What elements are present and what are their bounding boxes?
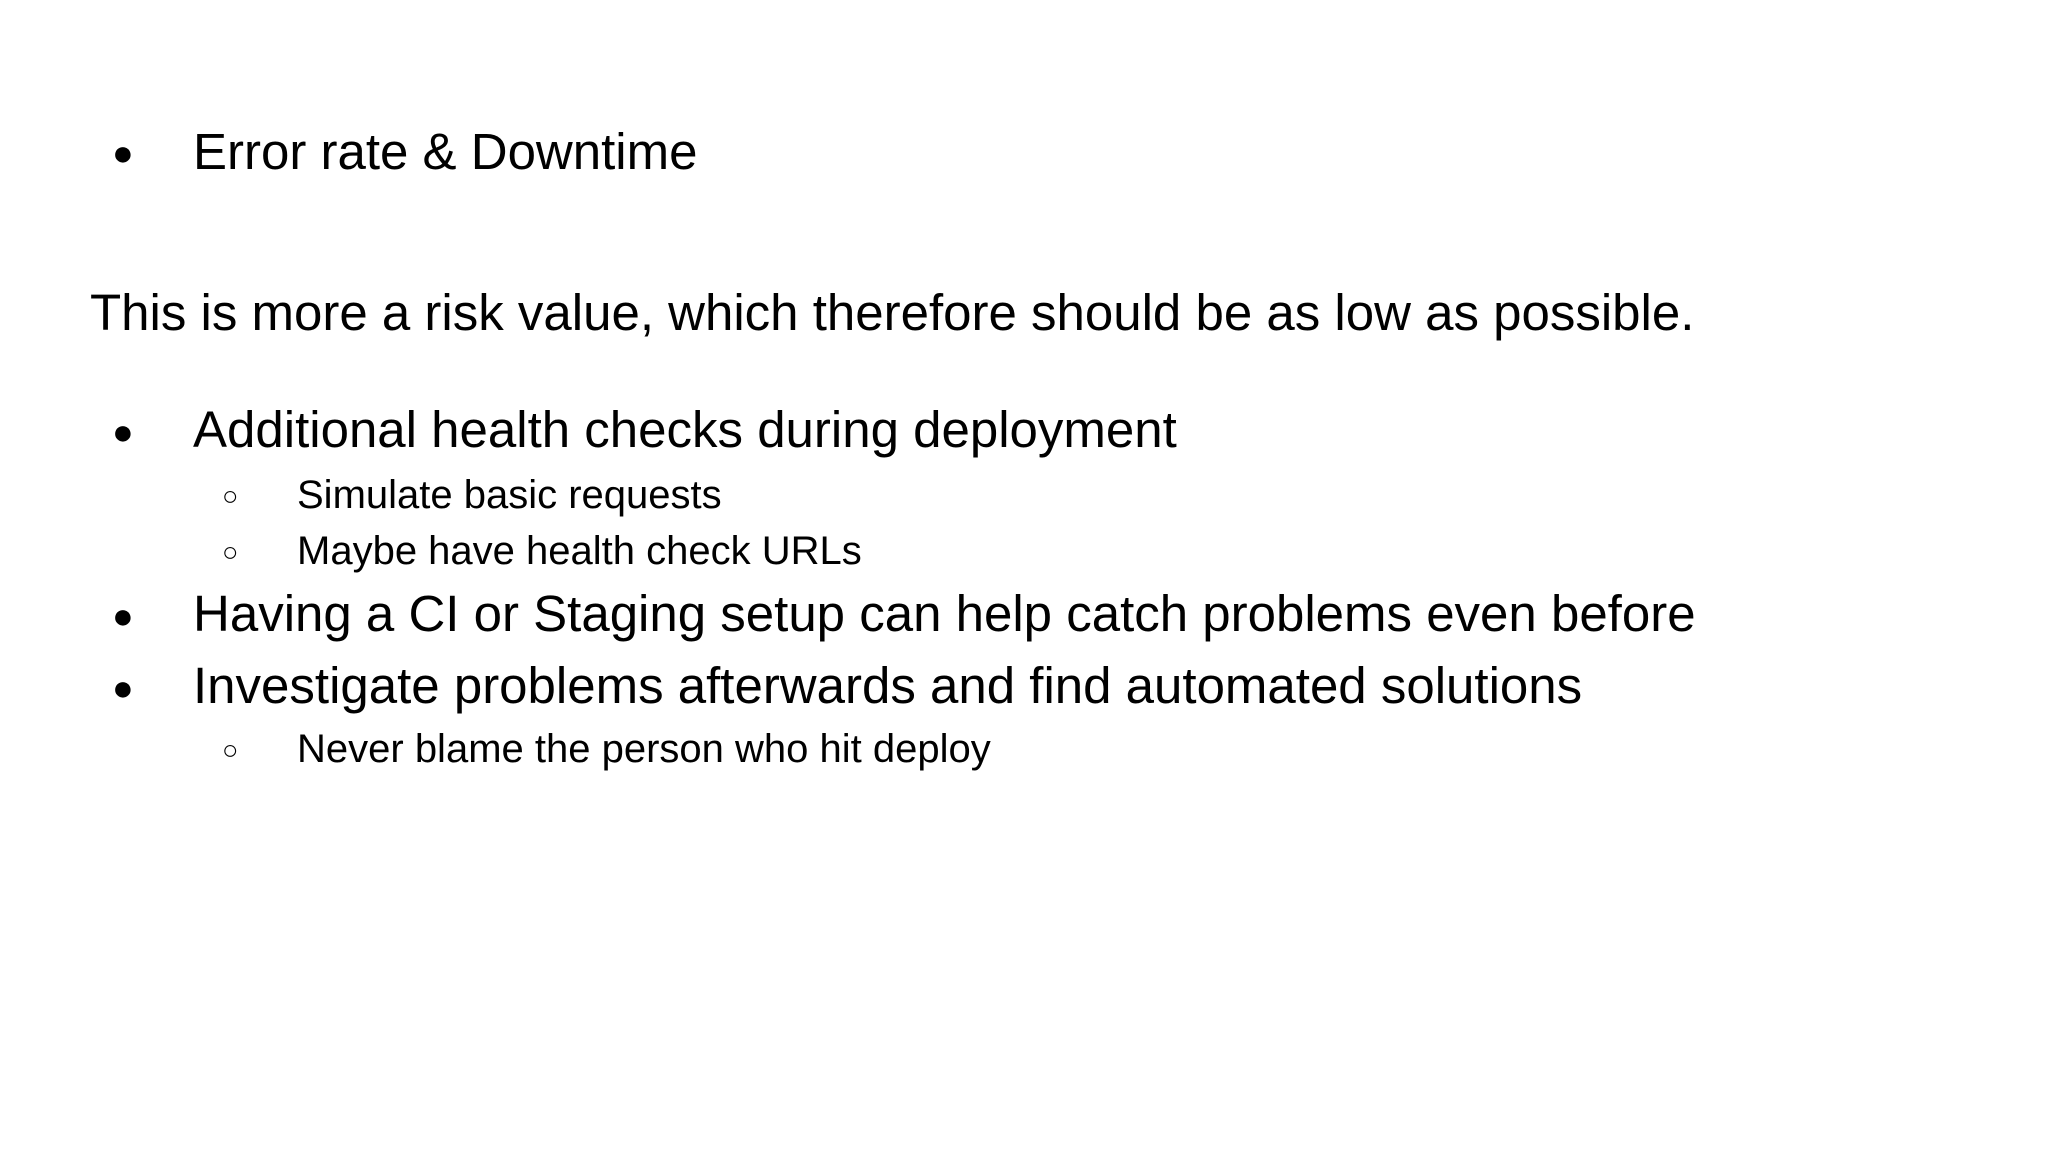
sub-bullet-circle-icon: ○ bbox=[222, 735, 239, 765]
bullet-dot-icon: ● bbox=[112, 132, 134, 173]
bullet-dot-icon: ● bbox=[112, 667, 134, 708]
risk-paragraph: This is more a risk value, which therefore should be as low as possible. bbox=[90, 284, 1695, 341]
sub-bullet-circle-icon: ○ bbox=[222, 481, 239, 511]
sub-item-never-blame: Never blame the person who hit deploy bbox=[297, 727, 991, 771]
sub-item-simulate-requests: Simulate basic requests bbox=[297, 473, 722, 517]
bullet-item-health-checks: Additional health checks during deployment bbox=[193, 401, 1177, 458]
sub-bullet-circle-icon: ○ bbox=[222, 537, 239, 567]
bullet-dot-icon: ● bbox=[112, 411, 134, 452]
bullet-item-investigate: Investigate problems afterwards and find automated solutions bbox=[193, 657, 1583, 714]
bullet-dot-icon: ● bbox=[112, 595, 134, 636]
sub-item-health-check-urls: Maybe have health check URLs bbox=[297, 529, 862, 573]
bullet-item-ci-staging: Having a CI or Staging setup can help catch problems even before bbox=[193, 585, 1696, 642]
bullet-item-error-rate: Error rate & Downtime bbox=[193, 123, 698, 180]
